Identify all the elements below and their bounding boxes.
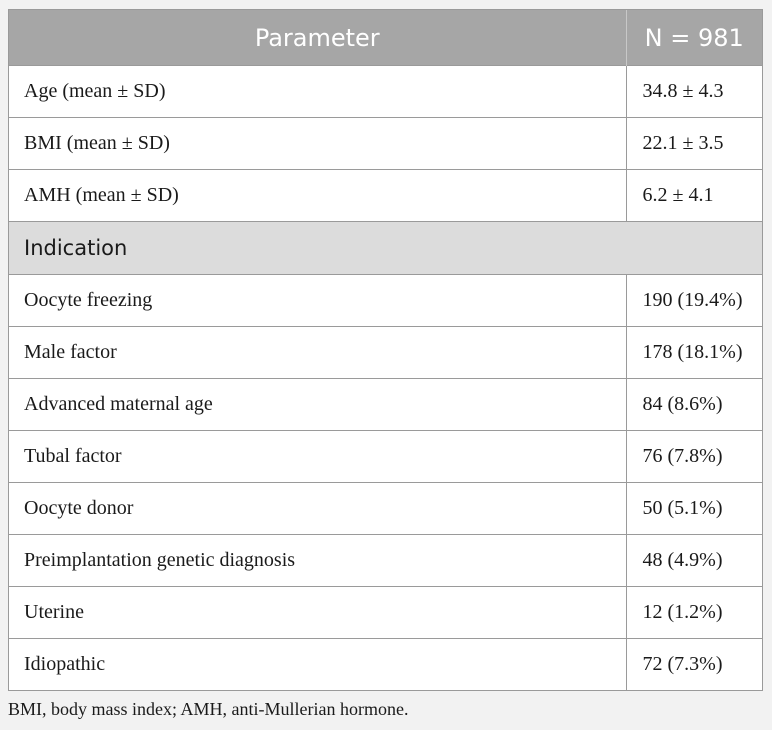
header-count: N = 981 [626,10,762,66]
table-header-row [9,10,762,66]
row-value: 22.1 ± 3.5 [626,118,762,170]
table-row [9,431,762,483]
table-row [9,587,762,639]
row-label: Male factor [9,327,626,379]
row-value: 178 (18.1%) [626,327,762,379]
data-table [8,9,763,691]
row-value: 6.2 ± 4.1 [626,170,762,222]
row-label: Uterine [9,587,626,639]
table-row [9,483,762,535]
row-label: AMH (mean ± SD) [9,170,626,222]
row-value: 190 (19.4%) [626,275,762,327]
table-row [9,170,762,222]
row-label: BMI (mean ± SD) [9,118,626,170]
row-label: Tubal factor [9,431,626,483]
table-row [9,275,762,327]
row-value: 84 (8.6%) [626,379,762,431]
table-footnote: BMI, body mass index; AMH, anti-Mullerian hormone. [8,699,409,719]
header-parameter: Parameter [9,10,626,66]
row-label: Advanced maternal age [9,379,626,431]
row-label: Idiopathic [9,639,626,691]
table-row [9,379,762,431]
row-value: 48 (4.9%) [626,535,762,587]
row-label: Age (mean ± SD) [9,66,626,118]
row-label: Preimplantation genetic diagnosis [9,535,626,587]
row-value: 72 (7.3%) [626,639,762,691]
table-row [9,66,762,118]
section-label: Indication [9,222,762,275]
table-row [9,535,762,587]
row-value: 50 (5.1%) [626,483,762,535]
table-row [9,327,762,379]
row-value: 76 (7.8%) [626,431,762,483]
row-label: Oocyte freezing [9,275,626,327]
table-row [9,118,762,170]
table-row [9,639,762,691]
section-row-indication [9,222,762,275]
row-value: 34.8 ± 4.3 [626,66,762,118]
row-value: 12 (1.2%) [626,587,762,639]
row-label: Oocyte donor [9,483,626,535]
